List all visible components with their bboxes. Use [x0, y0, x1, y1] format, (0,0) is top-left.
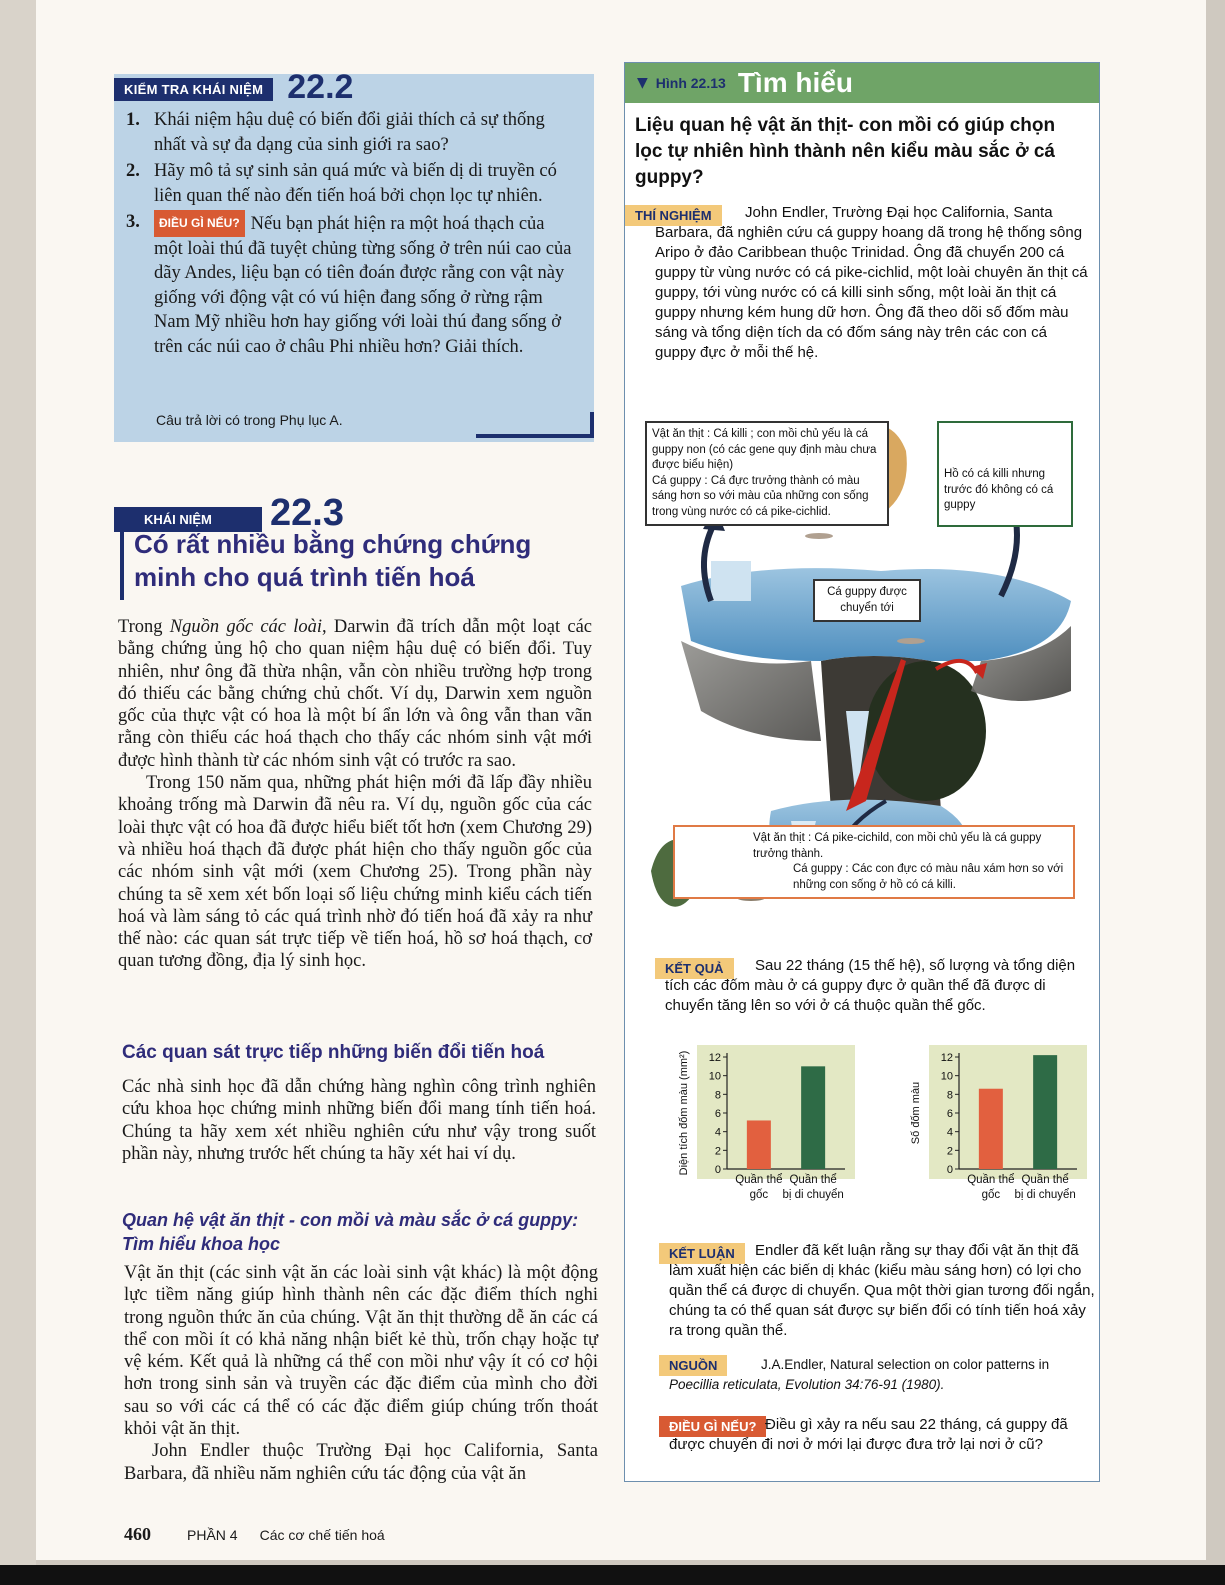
- bar: [1033, 1055, 1057, 1169]
- lower-predator-text: Vật ăn thịt : Cá pike-cichild, con mồi chủ yếu là cá guppy trưởng thành.: [753, 832, 1042, 860]
- upper-guppy-text: Cá guppy : Cá đực trưởng thành có màu sáng hơn so với màu của những con sống trong vùng nước có cá pike-cichlid.: [652, 474, 869, 518]
- paragraph: Các nhà sinh học đã dẫn chứng hàng nghìn công trình nghiên cứu khoa học chứng minh những biến đổi mang tính tiến hoá. Chúng ta hãy xem xét nhiều nghiên cứu như vậy trong suốt phần này, nhưng trước hết chúng ta hãy xét hai ví dụ.: [122, 1077, 596, 1164]
- page-footer: [124, 1524, 385, 1545]
- y-tick-label: 6: [714, 1108, 721, 1120]
- concept-header: [114, 494, 344, 532]
- y-tick-label: 4: [946, 1126, 953, 1139]
- book-title: Nguồn gốc các loài: [169, 617, 323, 637]
- y-tick-label: 10: [708, 1070, 721, 1083]
- bar: [979, 1089, 1003, 1169]
- results-charts: [635, 1045, 1091, 1207]
- scan-edge: [0, 1565, 1225, 1585]
- question-text: Khái niệm hậu duệ có biến đổi giải thích cả sự thống nhất và sự đa dạng của sinh giới ra sao?: [154, 110, 545, 155]
- part-label: PHẦN 4: [187, 1527, 238, 1543]
- lower-predator-box: [673, 825, 1075, 899]
- box-corner-rule: [476, 412, 594, 438]
- figure-title: Tìm hiểu: [737, 67, 853, 98]
- answer-note: Câu trả lời có trong Phụ lục A.: [156, 412, 343, 428]
- experiment-text: John Endler, Trường Đại học California, Santa Barbara, đã nghiên cứu cá guppy hoang dã trong hệ thống sông Aripo ở đảo Caribbean thuộc Trinidad. Ông đã chuyển 200 cá guppy từ vùng nước có cá pike-cichlid, một loài chuyên ăn thịt cá guppy, tới vùng nước có cá killi sinh sống, một loài ăn thịt cá guppy nhưng kém hung dữ hơn. Ông đã theo dõi số đốm màu sáng và tổng diện tích da có đốm sáng này trên các con cá guppy đực ở mỗi thế hệ.: [655, 204, 1088, 361]
- concept-check-number: 22.2: [287, 68, 354, 106]
- section-heading: Các quan sát trực tiếp những biến đổi tiến hoá: [122, 1042, 545, 1063]
- concept-check-box: [114, 68, 594, 442]
- paragraph: Vật ăn thịt (các sinh vật ăn các loài sinh vật khác) là một động lực tiềm năng giúp hình thành nên các đặc điểm thích nghi trong nguồn thức ăn của chúng. Vật ăn thịt thường dễ ăn các cá thể con mồi ít có khả năng nhận biết kẻ thù, trốn chạy hoặc tự vệ kém. Kết quả là những cá thể con mồi như vậy ít có cơ hội hơn trong sinh sản và truyền các đặc điểm của mình cho đời sau so với các cá thể có các đặc điểm giúp chúng trốn thoát khỏi vật ăn thịt.: [124, 1263, 598, 1440]
- body-text-upper: [118, 616, 592, 973]
- question-item: 3. ĐIỀU GÌ NẾU? Nếu bạn phát hiện ra một hoá thạch của một loài thú đã tuyệt chủng từng sống ở trên núi cao của dãy Andes, liệu bạn có tiên đoán được rằng con vật này giống với động vật có vú hiện đang sống ở rừng rậm Nam Mỹ nhiều hơn hay giống với loài thú đang sống ở trên các núi cao ở châu Phi nhiều hơn? Giải thích.: [126, 212, 572, 357]
- paragraph: Trong 150 năm qua, những phát hiện mới đã lấp đầy nhiều khoảng trống mà Darwin đã nêu ra. Ví dụ, nguồn gốc của các loài thực vật có hoa đã được hiểu biết tốt hơn (xem Chương 29) và nhiều hoá thạch đã được phát hiện cho thấy nguồn gốc của các nhóm sinh vật mới (xem Chương 25). Trong phần này chúng ta sẽ xem xét bốn loại số liệu chứng minh kiểu cách tiến hoá và làm sáng tỏ các quá trình nhờ đó tiến hoá đã xảy ra như thế nào: các quan sát trực tiếp về tiến hoá, hồ sơ hoá thạch, cơ quan tương đồng, địa lý sinh học.: [118, 773, 592, 972]
- x-tick-label: Quần thể: [1021, 1174, 1069, 1186]
- source-text: J.A.Endler, Natural selection on color patterns in Poecillia reticulata, Evolution 34:76-91 (1980).: [669, 1357, 1050, 1392]
- question-text: Nếu bạn phát hiện ra một hoá thạch của một loài thú đã tuyệt chủng từng sống ở trên núi cao của dãy Andes, liệu bạn có tiên đoán được rằng con vật này giống với động vật có vú hiện đang sống ở rừng rậm Nam Mỹ nhiều hơn hay giống với loài thú đang sống ở trên các núi cao ở châu Phi nhiều hơn? Giải thích.: [154, 214, 572, 357]
- y-tick-label: 8: [946, 1089, 953, 1102]
- y-tick-label: 12: [940, 1052, 953, 1064]
- y-tick-label: 4: [714, 1126, 721, 1139]
- scan-margin: [0, 0, 36, 1585]
- x-tick-label: Quần thể: [967, 1174, 1015, 1186]
- lower-guppy-text: Cá guppy : Các con đực có màu nâu xám hơn so với những con sống ở hồ có cá killi.: [793, 863, 1064, 891]
- triangle-icon: ▼: [637, 75, 648, 91]
- whatif-tag: ĐIỀU GÌ NẾU?: [659, 1416, 766, 1437]
- moved-box: [813, 579, 921, 622]
- x-tick-label: gốc: [981, 1189, 1001, 1201]
- conclusion-text: Endler đã kết luận rằng sự thay đổi vật ăn thịt đã làm xuất hiện các biến dị khác (kiểu màu sáng hơn) có lợi cho quần thể cá được di chuyển. Qua một thời gian tương đối ngắn, chúng ta có thể quan sát được sự biến đổi có tính tiến hoá xảy ra trong quần thể.: [669, 1242, 1095, 1339]
- upper-predator-text: Vật ăn thịt : Cá killi ; con mồi chủ yếu là cá guppy non (có các gene quy định màu chưa được biểu hiện): [652, 428, 877, 471]
- x-tick-label: Quần thể: [735, 1174, 783, 1186]
- question-item: 1. Khái niệm hậu duệ có biến đổi giải thích cả sự thống nhất và sự đa dạng của sinh giới ra sao?: [126, 108, 576, 157]
- guppy-icon: [805, 533, 833, 539]
- y-tick-label: 0: [714, 1164, 721, 1176]
- concept-number: 22.3: [270, 492, 344, 534]
- killi-pool-text: Hồ có cá killi nhưng trước đó không có cá guppy: [944, 468, 1054, 511]
- source-tag: NGUỒN: [659, 1355, 727, 1376]
- paragraph: Trong Nguồn gốc các loài, Darwin đã trích dẫn một loạt các bằng chứng ủng hộ cho quan niệm hậu duệ có biến đổi. Tuy nhiên, như ông đã thừa nhận, vẫn còn nhiều trường hợp trong đó thiếu các bằng chứng chủ chốt. Ví dụ, Darwin xem nguồn gốc của thực vật có hoa là một bí ẩn lớn và ông vẫn than vãn rằng còn thiếu các hoá thạch cho thấy các nhóm sinh vật mới được hình thành từ các nhóm sinh vật có trước ra sao.: [118, 617, 592, 771]
- y-axis-label: Số đốm màu: [910, 1081, 922, 1145]
- results-tag: KẾT QUẢ: [655, 958, 734, 979]
- stream-illustration: [641, 411, 1087, 931]
- y-tick-label: 12: [708, 1052, 721, 1064]
- body-text-middle: [122, 1076, 596, 1165]
- page-number: 460: [124, 1524, 151, 1544]
- upper-predator-box: [645, 421, 889, 526]
- y-tick-label: 8: [714, 1089, 721, 1102]
- waterfall-upper: [711, 561, 751, 601]
- what-if-badge: ĐIỀU GÌ NẾU?: [154, 210, 245, 237]
- figure-label: Hình 22.13: [655, 75, 726, 91]
- subsection-heading: Quan hệ vật ăn thịt - con mồi và màu sắc ở cá guppy: Tìm hiểu khoa học: [122, 1210, 579, 1254]
- concept-check-label: KIỂM TRA KHÁI NIỆM: [114, 78, 273, 101]
- y-axis-label: Diện tích đốm màu (mm²): [678, 1050, 690, 1176]
- moved-text: Cá guppy được chuyển tới: [827, 586, 907, 614]
- x-tick-label: gốc: [749, 1189, 769, 1201]
- concept-rule: [120, 520, 124, 600]
- y-tick-label: 10: [940, 1070, 953, 1083]
- results-text: Sau 22 tháng (15 thế hệ), số lượng và tổng diện tích các đốm màu ở cá guppy đực ở quần thể đã được di chuyển tăng lên so với ở cá thuộc quần thể gốc.: [665, 957, 1076, 1014]
- figure-header: [625, 63, 1099, 103]
- x-tick-label: bị di chuyển: [782, 1189, 844, 1201]
- concept-title: Có rất nhiều bằng chứng chứng minh cho quá trình tiến hoá: [134, 529, 532, 592]
- x-tick-label: bị di chuyển: [1014, 1189, 1076, 1201]
- guppy-icon: [897, 638, 925, 644]
- body-text-lower: [124, 1262, 598, 1485]
- x-tick-label: Quần thể: [789, 1174, 837, 1186]
- figure-question: Liệu quan hệ vật ăn thịt- con mồi có giúp chọn lọc tự nhiên hình thành nên kiểu màu sắc ở cá guppy?: [635, 115, 1056, 188]
- paragraph: John Endler thuộc Trường Đại học California, Santa Barbara, đã nhiều năm nghiên cứu tác động của vật ăn: [124, 1441, 598, 1484]
- whatif-text: Điều gì xảy ra nếu sau 22 tháng, cá guppy đã được chuyển đi nơi ở mới lại được đưa trở lại nơi ở cũ?: [669, 1416, 1068, 1453]
- y-tick-label: 0: [946, 1164, 953, 1176]
- experiment-tag: THÍ NGHIỆM: [625, 205, 722, 226]
- figure-panel: [624, 62, 1100, 1482]
- bar: [747, 1120, 771, 1169]
- conclusion-tag: KẾT LUẬN: [659, 1243, 745, 1264]
- killi-pool-box: [937, 421, 1073, 527]
- bar: [801, 1066, 825, 1169]
- y-tick-label: 2: [714, 1145, 721, 1158]
- concept-check-questions: [126, 108, 576, 361]
- question-item: 2. Hãy mô tả sự sinh sản quá mức và biến dị di truyền có liên quan thế nào đến tiến hoá bởi chọn lọc tự nhiên.: [126, 159, 576, 208]
- y-tick-label: 6: [946, 1108, 953, 1120]
- question-text: Hãy mô tả sự sinh sản quá mức và biến dị di truyền có liên quan thế nào đến tiến hoá bởi chọn lọc tự nhiên.: [154, 161, 557, 206]
- y-tick-label: 2: [946, 1145, 953, 1158]
- concept-label: KHÁI NIỆM: [114, 507, 262, 532]
- part-title: Các cơ chế tiến hoá: [259, 1527, 385, 1543]
